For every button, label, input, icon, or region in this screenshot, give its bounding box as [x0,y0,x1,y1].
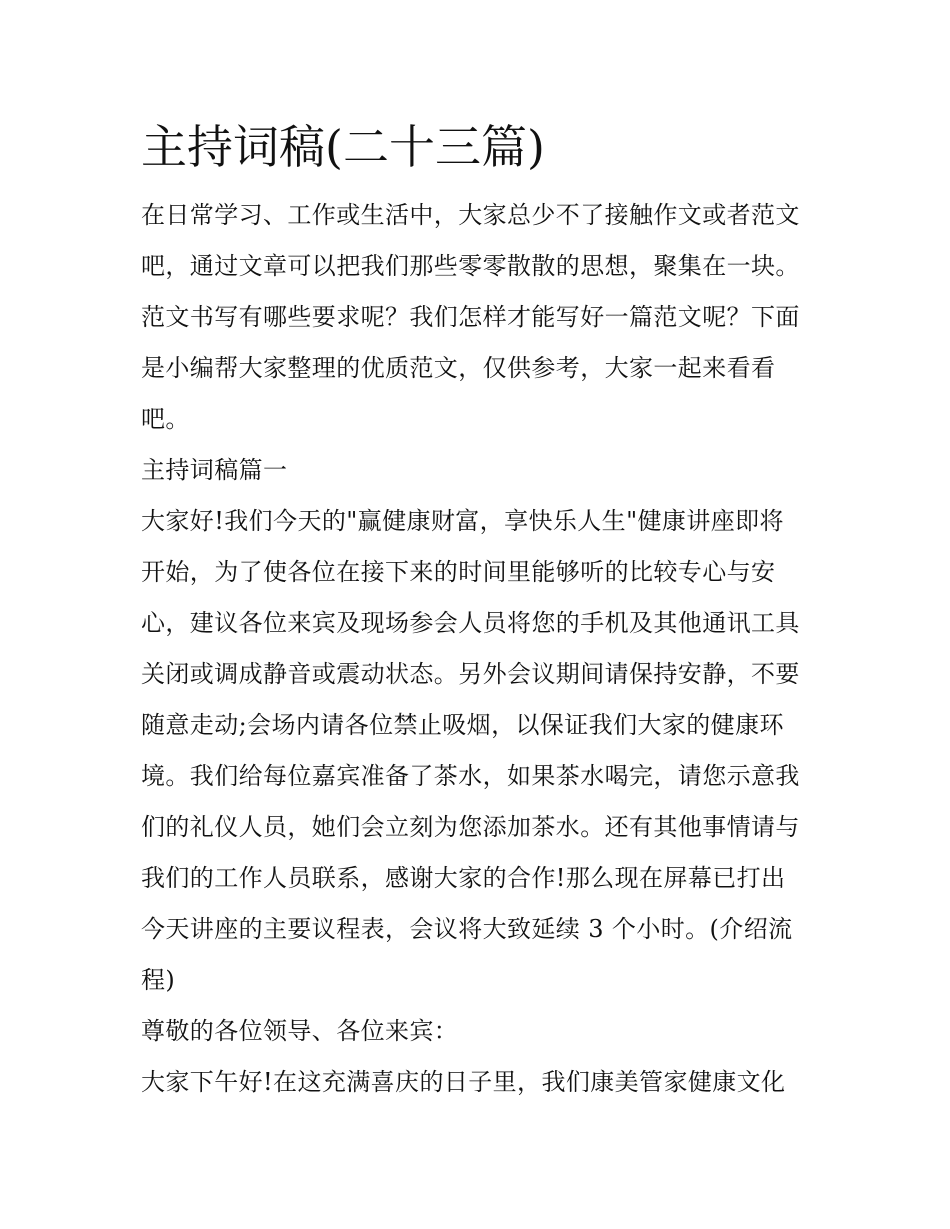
greeting-text: 尊敬的各位领导、各位来宾： [141,1017,459,1045]
intro-line: 范文书写有哪些要求呢？我们怎样才能写好一篇范文呢？下面 [141,303,800,331]
body-line: 关闭或调成静音或震动状态。另外会议期间请保持安静，不要 [141,660,800,688]
body-line: 境。我们给每位嘉宾准备了茶水，如果茶水喝完，请您示意我 [141,762,800,790]
document-title: 主持词稿(二十三篇) [141,120,545,174]
body-line: 开始，为了使各位在接下来的时间里能够听的比较专心与安 [141,558,776,586]
intro-line: 在日常学习、工作或生活中，大家总少不了接触作文或者范文 [141,201,800,229]
body-line: 我们的工作人员联系，感谢大家的合作!那么现在屏幕已打出 [141,864,786,892]
body-line: 大家好!我们今天的"赢健康财富，享快乐人生"健康讲座即将 [141,507,784,535]
intro-line: 吧，通过文章可以把我们那些零零散散的思想，聚集在一块。 [141,252,800,280]
body-line: 心，建议各位来宾及现场参会人员将您的手机及其他通讯工具 [141,609,800,637]
intro-line: 吧。 [141,405,190,433]
intro-line: 是小编帮大家整理的优质范文，仅供参考，大家一起来看看 [141,354,776,382]
body-line: 们的礼仪人员，她们会立刻为您添加茶水。还有其他事情请与 [141,813,800,841]
body-paragraph [141,496,831,1006]
body-line: 随意走动;会场内请各位禁止吸烟，以保证我们大家的健康环 [141,711,784,739]
body-line: 今天讲座的主要议程表，会议将大致延续 3 个小时。(介绍流 [141,915,793,943]
intro-paragraph [141,190,831,445]
section-heading-text: 主持词稿篇一 [141,456,288,484]
closing-line: 大家下午好!在这充满喜庆的日子里，我们康美管家健康文化 [141,1068,786,1096]
body-line: 程) [141,966,176,994]
closing-paragraph [141,1057,831,1108]
section-heading [141,445,831,496]
greeting-paragraph [141,1006,831,1057]
